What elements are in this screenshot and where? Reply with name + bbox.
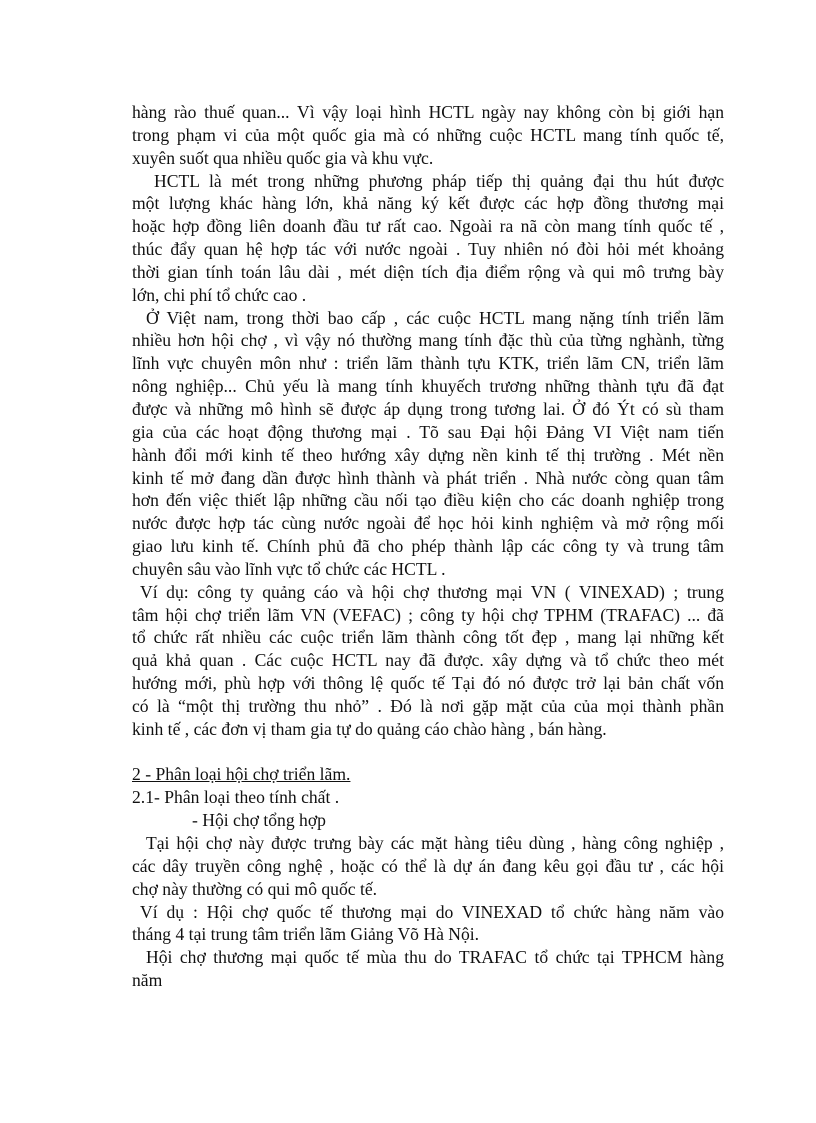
text-line: chuyên sâu vào lĩnh vực tổ chức các HCTL . <box>132 558 446 579</box>
paragraph-4 <box>132 581 724 741</box>
text-line: nông nghiệp... Chủ yếu là mang tính khuyếch trương những thành tựu đã đạt <box>132 376 724 397</box>
text-line: gia của các hoạt động thương mại . Tõ sau Đại hội Đảng VI Việt nam tiến <box>132 421 724 442</box>
text-line: các dây truyền công nghệ , hoặc có thể là dự án đang kêu gọi đầu tư , các hội <box>132 855 724 876</box>
text-line: Ví dụ : Hội chợ quốc tế thương mại do VINEXAD tổ chức hàng năm vào <box>140 901 724 922</box>
subsection-heading: 2.1- Phân loại theo tính chất . <box>132 787 340 808</box>
text-line: trong phạm vi của một quốc gia mà có những cuộc HCTL mang tính quốc tế, <box>132 124 724 145</box>
text-line: hoặc hợp đồng liên doanh đầu tư rất cao. Ngoài ra nã còn mang tính quốc tế , <box>132 216 724 237</box>
paragraph-1 <box>132 101 724 170</box>
blank-line <box>132 741 724 764</box>
text-line: hướng mới, phù hợp với thông lệ quốc tế Tại đó nó được trở lại bản chất vốn <box>132 673 724 694</box>
paragraph-2 <box>132 170 724 307</box>
text-line: lĩnh vực chuyên môn như : triển lãm thành tựu KTK, triển lãm CN, triển lãm <box>132 353 724 374</box>
text-line: hàng rào thuế quan... Vì vậy loại hình HCTL ngày nay không còn bị giới hạn <box>132 102 724 122</box>
text-line: Hội chợ thương mại quốc tế mùa thu do TRAFAC tổ chức tại TPHCM hàng <box>146 947 724 968</box>
text-line: xuyên suốt qua nhiều quốc gia và khu vực. <box>132 147 434 168</box>
text-line: hơn đến việc thiết lập những cầu nối tạo điều kiện cho các doanh nghiệp trong <box>132 490 724 511</box>
paragraph-6 <box>132 901 724 947</box>
text-line: Ví dụ: công ty quảng cáo và hội chợ thương mại VN ( VINEXAD) ; trung <box>140 581 724 602</box>
text-line: chợ này thường có qui mô quốc tế. <box>132 878 378 899</box>
paragraph-7 <box>132 946 724 992</box>
text-line: nước được hợp tác cùng nước ngoài để học hỏi kinh nghiệm và mở rộng mối <box>132 513 724 534</box>
text-line: thời gian tính toán lâu dài , mét diện tích địa điểm rộng và qui mô trưng bày <box>132 261 724 282</box>
paragraph-5 <box>132 832 724 901</box>
text-line: một lượng khác hàng lớn, khả năng ký kết được các hợp đồng thương mại <box>132 193 724 214</box>
text-line: HCTL là mét trong những phương pháp tiếp thị quảng đại thu hút được <box>154 170 724 191</box>
text-line: năm <box>132 970 163 991</box>
text-line: quả khả quan . Các cuộc HCTL nay đã được. xây dựng và tổ chức theo mét <box>132 650 724 671</box>
text-line: lớn, chi phí tổ chức cao . <box>132 284 307 305</box>
item-heading: - Hội chợ tổng hợp <box>192 810 326 831</box>
text-line: thúc đẩy quan hệ hợp tác với nước ngoài . Tuy nhiên nó đòi hỏi mét khoảng <box>132 239 724 260</box>
text-line: được và những mô hình sẽ được áp dụng trong tương lai. Ở đó Ýt có sù tham <box>132 398 724 419</box>
text-line: kinh tế mở đang dần được hình thành và phát triển . Nhà nước còng quan tâm <box>132 467 724 488</box>
text-line: hành đổi mới kinh tế theo hướng xây dựng nền kinh tế thị trường . Mét nền <box>132 444 724 465</box>
section-heading <box>132 763 724 786</box>
text-line: có là “một thị trường thu nhỏ” . Đó là nơi gặp mặt của của mọi thành phần <box>132 695 724 716</box>
text-line: Tại hội chợ này được trưng bày các mặt hàng tiêu dùng , hàng công nghiệp , <box>146 833 724 853</box>
paragraph-3 <box>132 307 724 581</box>
text-line: tổ chức rất nhiều các cuộc triển lãm thành công tốt đẹp , mang lại những kết <box>132 627 724 648</box>
text-line: tháng 4 tại trung tâm triển lãm Giảng Võ Hà Nội. <box>132 924 480 945</box>
text-line: kinh tế , các đơn vị tham gia tự do quảng cáo chào hàng , bán hàng. <box>132 718 607 739</box>
text-line: giao lưu kinh tế. Chính phủ đã cho phép thành lập các công ty và trung tâm <box>132 536 724 557</box>
text-line: nhiều hơn hội chợ , vì vậy nó thường mang tính đặc thù của từng nghành, từng <box>132 330 724 351</box>
section-heading-text: 2 - Phân loại hội chợ triển lãm. <box>132 764 351 785</box>
text-line: Ở Việt nam, trong thời bao cấp , các cuộc HCTL mang nặng tính triển lãm <box>146 307 724 328</box>
document-body <box>132 101 724 992</box>
text-line: tâm hội chợ triển lãm VN (VEFAC) ; công ty hội chợ TPHM (TRAFAC) ... đã <box>132 604 724 625</box>
